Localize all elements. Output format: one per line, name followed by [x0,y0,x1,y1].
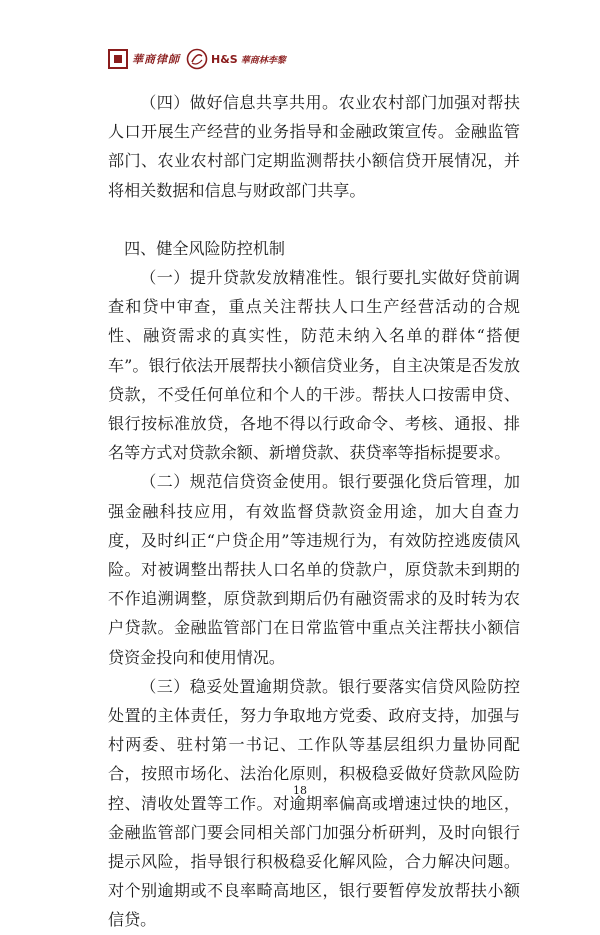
firm-logo-2-abbr: H&S [211,52,238,66]
firm-logo-1 [108,49,180,69]
paragraph-info-sharing: （四）做好信息共享共用。农业农村部门加强对帮扶人口开展生产经营的业务指导和金融政策宣传。金融监管部门、农业农村部门定期监测帮扶小额信贷开展情况，并将相关数据和信息与财政部门共享。 [108,93,520,200]
document-body [108,88,520,935]
firm-logo-2-name: 華商林李黎 [240,55,286,66]
section-heading-risk-control: 四、健全风险防控机制 [124,238,286,258]
paragraph-fund-usage: （二）规范信贷资金使用。银行要强化贷后管理，加强金融科技应用，有效监督贷款资金用途，加大自查力度，及时纠正“户贷企用”等违规行为，有效防控逃废债风险。对被调整出帮扶人口名单的贷款户，原贷款未到期的不作追溯调整，原贷款到期后仍有融资需求的及时转为农户贷款。金融监管部门在日常监管中重点关注帮扶小额信贷资金投向和使用情况。 [108,472,520,667]
firm-emblem-icon [108,49,128,69]
paragraph-overdue-loans: （三）稳妥处置逾期贷款。银行要落实信贷风险防控处置的主体责任，努力争取地方党委、政府支持，加强与村两委、驻村第一书记、工作队等基层组织力量协同配合，按照市场化、法治化原则，积极稳妥做好贷款风险防控、清收处置等工作。对逾期率偏高或增速过快的地区，金融监管部门要会同相关部门加强分析研判，及时向银行提示风险，指导银行积极稳妥化解风险，合力解决问题。对个别逾期或不良率畸高地区，银行要暂停发放帮扶小额信贷。 [108,676,520,930]
firm-logo-2 [186,48,286,70]
page-header [108,44,286,74]
firm-logo-1-text: 華商律師 [132,53,180,66]
firm-circle-emblem-icon [186,48,208,70]
page-number: 18 [293,784,307,797]
paragraph-loan-accuracy: （一）提升贷款发放精准性。银行要扎实做好贷前调查和贷中审查，重点关注帮扶人口生产经营活动的合规性、融资需求的真实性，防范未纳入名单的群体“搭便车”。银行依法开展帮扶小额信贷业务，自主决策是否发放贷款，不受任何单位和个人的干涉。帮扶人口按需申贷、银行按标准放贷，各地不得以行政命令、考核、通报、排名等方式对贷款余额、新增贷款、获贷率等指标提要求。 [108,268,520,463]
